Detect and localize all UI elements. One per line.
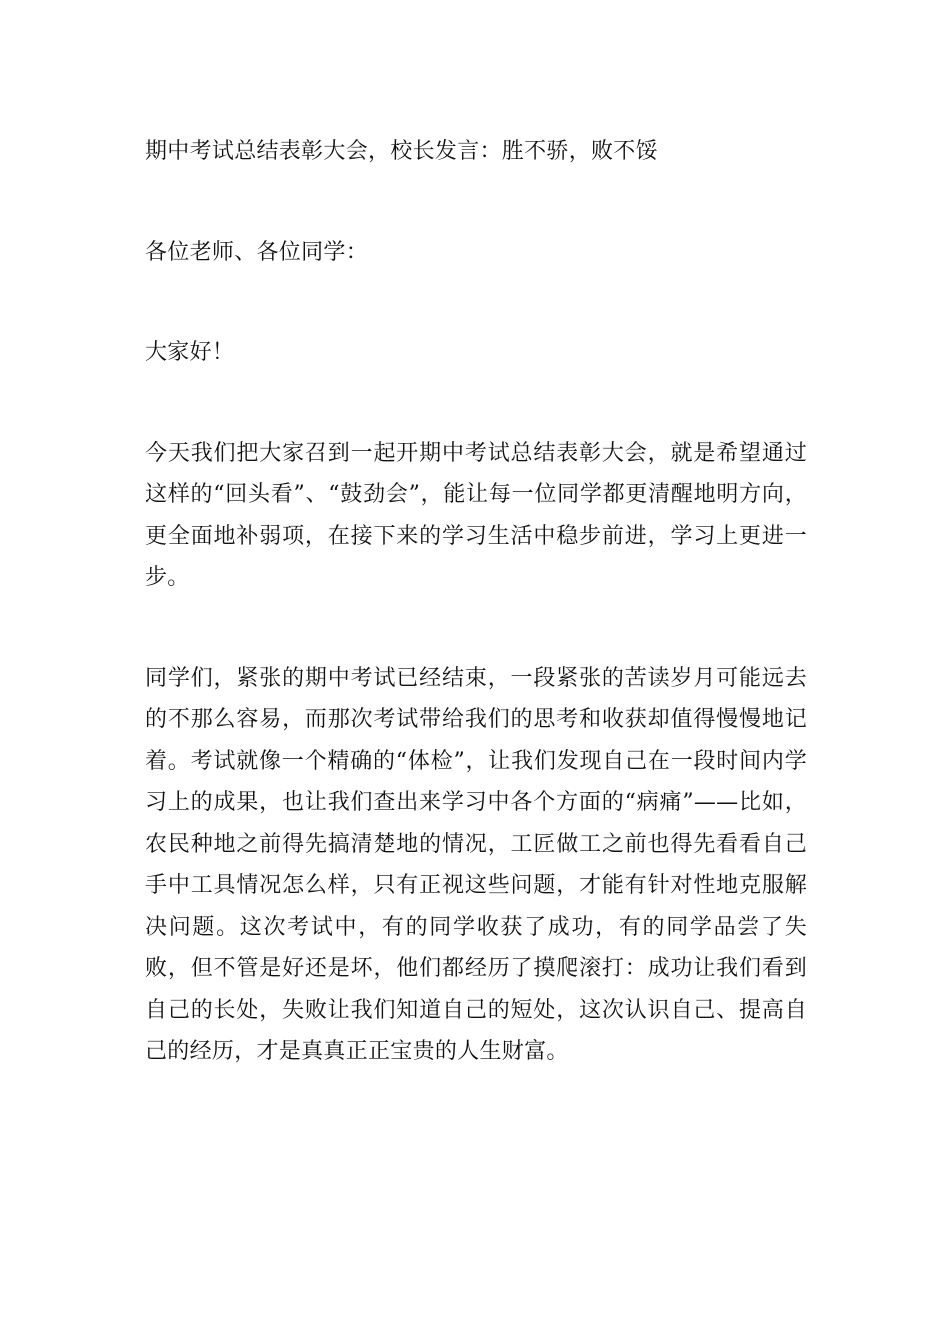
document-body	[145, 131, 807, 1073]
paragraph-2: 同学们，紧张的期中考试已经结束，一段紧张的苦读岁月可能远去的不那么容易，而那次考试带给我们的思考和收获却值得慢慢地记着。考试就像一个精确的“体检”，让我们发现自己在一段时间内学习上的成果，也让我们查出来学习中各个方面的“病痛”——比如，农民种地之前得先搞清楚地的情况，工匠做工之前也得先看看自己手中工具情况怎么样，只有正视这些问题，才能有针对性地克服解决问题。这次考试中，有的同学收获了成功，有的同学品尝了失败，但不管是好还是坏，他们都经历了摸爬滚打：成功让我们看到自己的长处，失败让我们知道自己的短处，这次认识自己、提高自己的经历，才是真真正正宝贵的人生财富。	[145, 665, 807, 1064]
paragraph-1: 今天我们把大家召到一起开期中考试总结表彰大会，就是希望通过这样的“回头看”、“鼓劲会”，能让每一位同学都更清醒地明方向，更全面地补弱项，在接下来的学习生活中稳步前进，学习上更进一步。	[145, 440, 807, 590]
document-title: 期中考试总结表彰大会，校长发言：胜不骄，败不馁	[145, 139, 658, 164]
greeting: 大家好！	[145, 340, 235, 365]
salutation: 各位老师、各位同学：	[145, 239, 369, 265]
